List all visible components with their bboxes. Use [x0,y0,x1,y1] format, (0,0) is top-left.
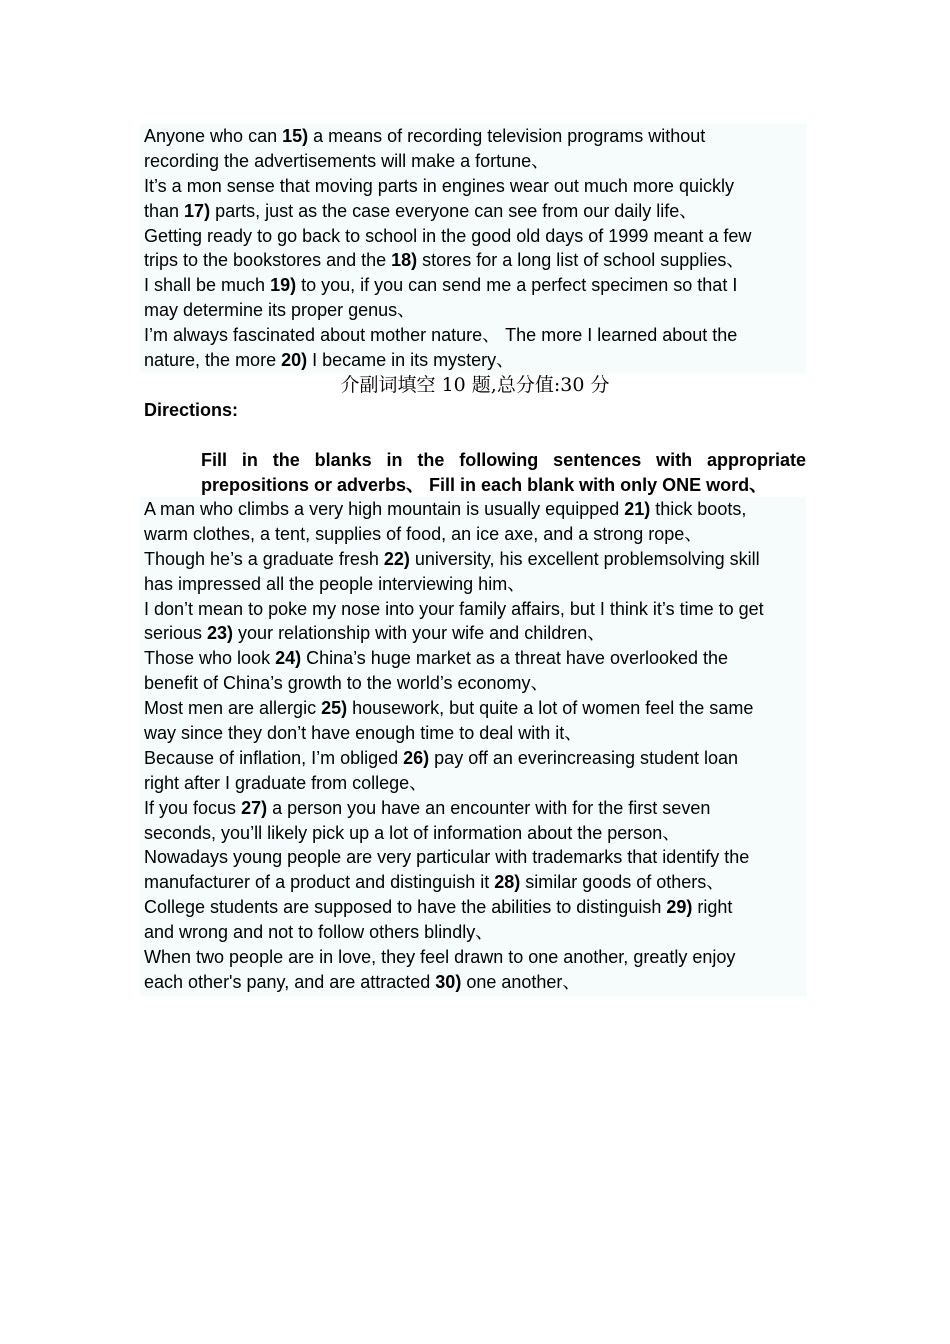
sentence-text: stores for a long list of school supplies、 [417,250,745,271]
sentence-text: I became in its mystery、 [307,350,515,371]
sentence-line [144,870,806,895]
sentence-text: serious [144,623,208,644]
question-number: 18) [391,250,418,271]
sentence-text: a person you have an encounter with for the first seven [267,797,711,818]
sentence-line [144,621,806,646]
question-number: 20) [281,350,308,371]
sentence-text: I don’t mean to poke my nose into your family affairs, but I think it’s time to get [144,598,764,619]
sentence-line [144,696,806,721]
sentence-line [144,796,806,821]
sentence-line [144,821,806,846]
sentence-text: a means of recording television programs without [308,126,706,146]
sentence-text: Nowadays young people are very particular with trademarks that identify the [144,847,750,868]
question-number: 21) [624,499,651,519]
question-number: 17) [184,200,211,221]
sentence-text: Getting ready to go back to school in the good old days of 1999 meant a few [144,225,752,246]
sentence-line [144,323,806,348]
section-title: 介副词填空 10 题,总分值:30 分 [340,374,610,396]
question-number: 22) [383,548,410,569]
sentence-text: Anyone who can [144,126,283,146]
sentence-line [144,149,806,174]
sentence-text: your relationship with your wife and children、 [233,623,606,644]
sentence-text: parts, just as the case everyone can see from our daily life、 [210,200,698,221]
sentence-text: manufacturer of a product and distinguish it [144,872,495,893]
sentence-text: seconds, you’ll likely pick up a lot of information about the person、 [144,822,681,843]
sentence-line [144,920,806,945]
sentence-line [144,721,806,746]
question-number: 24) [275,648,302,669]
sentence-text: has impressed all the people interviewing him、 [144,573,526,594]
sentence-text: one another、 [461,971,581,992]
sentence-text: I shall be much [144,275,271,296]
question-number: 28) [494,872,521,893]
sentence-text: right [692,897,733,918]
directions-line-2: prepositions or adverbs、 Fill in each blank with only ONE word、 [201,475,768,495]
sentence-text: Most men are allergic [144,698,322,719]
sentence-text: If you focus [144,797,242,818]
sentence-line [144,671,806,696]
sentence-text: I’m always fascinated about mother nature、 The more I learned about the [144,325,738,346]
sentence-line [144,945,806,970]
sentence-text: warm clothes, a tent, supplies of food, an ice axe, and a strong rope、 [144,523,703,544]
question-number: 30) [435,971,462,992]
sentence-text: and wrong and not to follow others blindly、 [144,922,494,943]
sentence-text: It’s a mon sense that moving parts in engines wear out much more quickly [144,175,734,196]
question-number: 27) [241,797,268,818]
sentence-text: College students are supposed to have the abilities to distinguish [144,897,667,918]
question-number: 23) [207,623,234,644]
sentence-text: Because of inflation, I’m obliged [144,747,404,768]
sentence-text: to you, if you can send me a perfect specimen so that I [296,275,738,296]
sentence-line [144,298,806,323]
sentence-text: pay off an everincreasing student loan [429,747,739,768]
directions-label: Directions: [144,400,239,420]
sentence-text: Those who look [144,648,276,669]
sentence-text: similar goods of others、 [520,872,725,893]
sentence-line [144,348,806,373]
sentence-line [144,547,806,572]
question-number: 15) [282,126,309,146]
sentence-line [144,273,806,298]
sentence-text: When two people are in love, they feel drawn to one another, greatly enjoy [144,947,736,968]
sentence-text: university, his excellent problemsolving skill [409,548,760,569]
sentence-line [144,224,806,249]
sentence-line [144,646,806,671]
sentence-text: A man who climbs a very high mountain is usually equipped [144,499,625,519]
sentence-line [144,970,806,995]
sentence-text: than [144,200,185,221]
question-number: 25) [321,698,348,719]
question-number: 29) [666,897,693,918]
sentence-line [144,597,806,622]
sentence-text: trips to the bookstores and the [144,250,392,271]
sentence-line [144,174,806,199]
sentences-part-one [144,124,806,373]
sentence-line [144,895,806,920]
directions-line-1: Fill in the blanks in the following sentences with appropriate [201,450,806,470]
sentence-text: may determine its proper genus、 [144,300,416,321]
sentence-line [144,124,806,149]
sentence-line [144,771,806,796]
sentence-line [144,497,806,522]
sentence-line [144,199,806,224]
sentences-part-two [144,497,806,995]
sentence-text: right after I graduate from college、 [144,772,428,793]
sentence-text: each other's pany, and are attracted [144,971,436,992]
sentence-line [144,522,806,547]
sentence-text: nature, the more [144,350,282,371]
sentence-text: thick boots, [650,499,747,519]
sentence-text: China’s huge market as a threat have overlooked the [301,648,729,669]
sentence-line [144,845,806,870]
question-number: 19) [270,275,297,296]
sentence-line [144,746,806,771]
directions-text [201,448,806,498]
sentence-text: way since they don’t have enough time to deal with it、 [144,723,583,744]
question-number: 26) [403,747,430,768]
sentence-text: housework, but quite a lot of women feel the same [347,698,754,719]
sentence-text: Though he’s a graduate fresh [144,548,384,569]
sentence-text: recording the advertisements will make a fortune、 [144,150,550,171]
sentence-line [144,572,806,597]
sentence-text: benefit of China’s growth to the world’s economy、 [144,673,549,694]
sentence-line [144,248,806,273]
